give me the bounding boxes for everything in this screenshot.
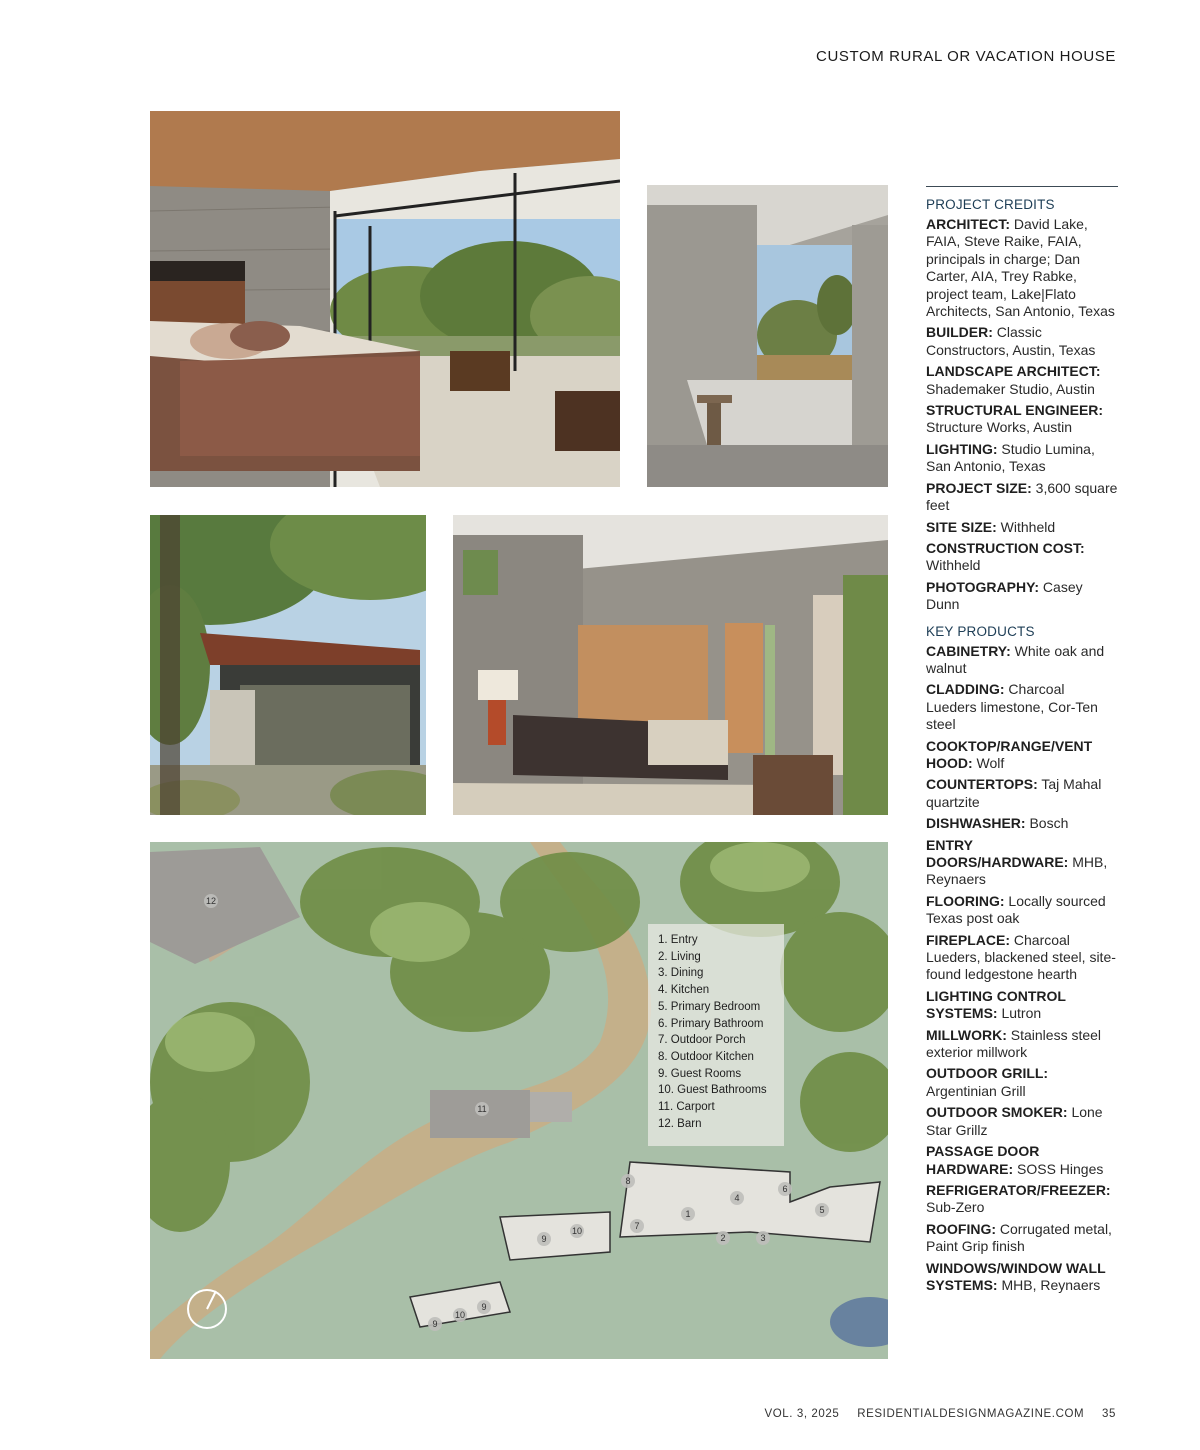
legend-item: 5. Primary Bedroom [658,1000,761,1013]
product-key: CLADDING: [926,681,1005,698]
key-products-list [926,643,1118,1295]
product-key: WINDOWS/WINDOW WALL SYSTEMS: [926,1259,1106,1293]
site-plan-tag: 10 [571,1226,582,1236]
legend-item: 4. Kitchen [658,984,710,997]
product-entry [926,776,1118,811]
product-entry [926,988,1118,1023]
product-value: Sub-Zero [926,1199,985,1216]
site-plan-tag: 4 [730,1191,744,1205]
credit-value: Withheld [996,518,1056,535]
credit-entry [926,519,1118,536]
product-key: FLOORING: [926,892,1005,909]
site-plan-tag: 2 [716,1231,730,1245]
project-credits-heading: PROJECT CREDITS [926,197,1055,212]
page-footer [750,1408,1116,1420]
site-plan-tag: 9 [477,1300,491,1314]
product-value: Corrugated metal, Paint Grip finish [926,1220,1112,1255]
legend-item: 11. Carport [658,1101,715,1114]
photo-primary-bathroom [647,185,888,487]
photo-house-exterior [150,515,426,815]
product-key: OUTDOOR SMOKER: [926,1104,1068,1121]
site-plan-tag: 3 [756,1231,770,1245]
product-value: Taj Mahal quartzite [926,776,1102,810]
product-value: Locally sourced Texas post oak [926,892,1106,927]
credit-value: Studio Lumina, San Antonio, Texas [926,440,1095,475]
credit-value: Structure Works, Austin [926,419,1073,436]
volume-label: VOL. 3, 2025 [764,1408,840,1420]
legend-item: 6. Primary Bathroom [658,1017,764,1030]
credits-column [926,186,1118,1298]
product-entry [926,738,1118,773]
section-label: CUSTOM RURAL OR VACATION HOUSE [816,48,1116,65]
site-plan [150,842,888,1359]
credit-entry [926,216,1118,320]
photo-guest-bedroom [453,515,888,815]
product-value: White oak and walnut [926,642,1105,676]
credit-entry [926,441,1118,476]
product-value: Bosch [1025,815,1069,832]
legend-item: 9. Guest Rooms [658,1067,742,1080]
product-entry [926,1104,1118,1139]
product-key: PASSAGE DOOR HARDWARE: [926,1143,1040,1177]
product-value: SOSS Hinges [1013,1160,1104,1177]
credit-entry [926,579,1118,614]
project-credits-list [926,216,1118,614]
product-entry [926,1260,1118,1295]
credit-key: PROJECT SIZE: [926,479,1032,496]
credit-value: Withheld [926,557,981,574]
legend-item: 7. Outdoor Porch [658,1034,746,1047]
photo-primary-bedroom [150,111,620,487]
product-key: REFRIGERATOR/FREEZER: [926,1181,1111,1198]
site-plan-legend [648,924,784,1146]
site-plan-tag: 11 [475,1102,489,1116]
site-plan-tag: 9 [537,1232,551,1246]
credit-entry [926,402,1118,437]
credit-entry [926,324,1118,359]
product-key: LIGHTING CONTROL SYSTEMS: [926,987,1066,1022]
product-entry [926,1027,1118,1062]
site-plan-tag: 10 [454,1310,465,1320]
site-plan-tag: 8 [621,1174,635,1188]
legend-item: 10. Guest Bathrooms [658,1084,767,1097]
site-plan-tag: 12 [205,896,216,906]
credit-entry [926,363,1118,398]
site-plan-tag: 7 [630,1219,644,1233]
product-key: ENTRY DOORS/HARDWARE: [926,836,1069,870]
product-key: COOKTOP/RANGE/VENT HOOD: [926,737,1093,771]
product-value: Lutron [997,1005,1042,1022]
credit-key: ARCHITECT: [926,216,1010,232]
legend-item: 8. Outdoor Kitchen [658,1050,754,1063]
legend-item: 12. Barn [658,1117,702,1130]
product-value: Charcoal Lueders, blackened steel, site-found ledgestone hearth [926,931,1116,983]
credit-value: David Lake, FAIA, Steve Raike, FAIA, principals in charge; Dan Carter, AIA, Trey Rabke, project team, Lake|Flato Architects, San Antonio, Texas [926,216,1115,320]
product-value: MHB, Reynaers [997,1276,1101,1293]
product-value: Charcoal Lueders limestone, Cor-Ten steel [926,681,1098,733]
product-entry [926,1065,1118,1100]
product-key: OUTDOOR GRILL: [926,1065,1049,1082]
product-entry [926,1182,1118,1217]
product-key: CABINETRY: [926,642,1011,659]
product-key: DISHWASHER: [926,815,1026,832]
website-label: RESIDENTIALDESIGNMAGAZINE.COM [857,1408,1085,1420]
legend-item: 3. Dining [658,967,704,980]
legend-item: 1. Entry [658,934,698,946]
credit-key: LIGHTING: [926,440,998,457]
product-entry [926,837,1118,889]
product-value: Lone Star Grillz [926,1104,1103,1138]
product-key: FIREPLACE: [926,931,1010,948]
product-value: Stainless steel exterior millwork [926,1026,1102,1061]
product-entry [926,893,1118,928]
credit-value: 3,600 square feet [926,479,1118,514]
product-entry [926,815,1118,832]
product-entry [926,932,1118,984]
product-key: MILLWORK: [926,1026,1007,1043]
credit-key: BUILDER: [926,324,993,341]
product-entry [926,1221,1118,1256]
product-entry [926,681,1118,733]
credit-key: STRUCTURAL ENGINEER: [926,402,1104,419]
site-plan-tag: 6 [778,1182,792,1196]
key-products-heading: KEY PRODUCTS [926,623,1035,639]
site-plan-tag: 5 [815,1203,829,1217]
credit-value: Casey Dunn [926,578,1083,613]
credit-key: PHOTOGRAPHY: [926,578,1040,595]
credit-key: LANDSCAPE ARCHITECT: [926,363,1101,380]
product-key: COUNTERTOPS: [926,776,1038,793]
credit-key: SITE SIZE: [926,518,997,535]
product-value: MHB, Reynaers [926,854,1108,888]
credit-entry [926,480,1118,515]
product-value: Argentinian Grill [926,1082,1026,1099]
product-key: ROOFING: [926,1220,996,1237]
page-number: 35 [1102,1408,1116,1420]
legend-item: 2. Living [658,950,701,963]
credit-value: Classic Constructors, Austin, Texas [926,324,1096,358]
product-entry [926,643,1118,678]
site-plan-tag: 1 [681,1207,695,1221]
site-plan-tag: 9 [428,1317,442,1331]
credit-value: Shademaker Studio, Austin [926,380,1095,397]
credit-entry [926,540,1118,575]
credit-key: CONSTRUCTION COST: [926,539,1085,556]
product-entry [926,1143,1118,1178]
product-value: Wolf [972,754,1005,771]
